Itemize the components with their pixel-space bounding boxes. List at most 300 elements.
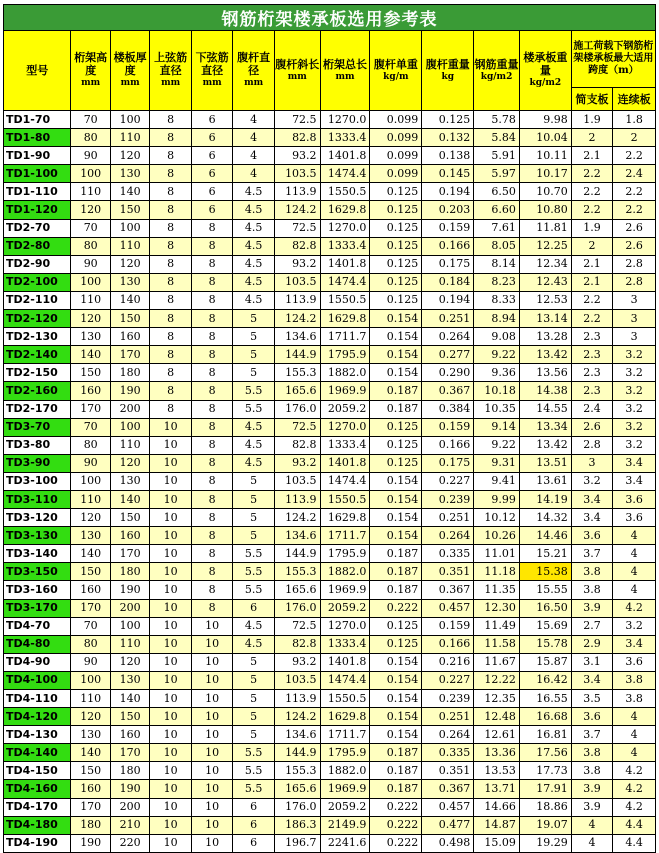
table-row	[4, 472, 656, 490]
cell-model: TD4-180	[4, 816, 71, 834]
cell-rebar-weight: 13.71	[474, 780, 520, 798]
table-row	[4, 147, 656, 165]
cell-web-unit-weight: 0.125	[370, 291, 422, 309]
cell-continuous-span: 3.2	[613, 418, 656, 436]
cell-total-length: 1474.4	[320, 165, 370, 183]
cell-model: TD3-120	[4, 509, 71, 527]
cell-simple-span: 2.2	[571, 183, 613, 201]
cell-web-unit-weight: 0.187	[370, 382, 422, 400]
cell-web-dia: 5	[233, 726, 275, 744]
cell-rebar-weight: 11.58	[474, 635, 520, 653]
cell-truss-height: 70	[71, 617, 110, 635]
cell-truss-height: 140	[71, 545, 110, 563]
cell-bottom-dia: 10	[191, 708, 233, 726]
cell-continuous-span: 3.2	[613, 436, 656, 454]
table-row	[4, 310, 656, 328]
cell-web-dia: 5.5	[233, 780, 275, 798]
table-body	[4, 111, 656, 853]
cell-web-weight: 0.132	[422, 129, 474, 147]
cell-web-length: 103.5	[274, 165, 320, 183]
cell-web-dia: 4	[233, 129, 275, 147]
table-row	[4, 690, 656, 708]
cell-truss-height: 160	[71, 382, 110, 400]
cell-total-length: 2059.2	[320, 400, 370, 418]
header-simple-span: 简支板	[571, 88, 613, 111]
cell-model: TD1-110	[4, 183, 71, 201]
cell-web-unit-weight: 0.222	[370, 798, 422, 816]
cell-slab-weight: 19.29	[519, 834, 571, 852]
cell-continuous-span: 3.4	[613, 472, 656, 490]
cell-web-dia: 4.5	[233, 436, 275, 454]
cell-web-weight: 0.227	[422, 671, 474, 689]
cell-web-weight: 0.277	[422, 346, 474, 364]
cell-web-length: 176.0	[274, 400, 320, 418]
cell-continuous-span: 3.4	[613, 635, 656, 653]
cell-model: TD4-160	[4, 780, 71, 798]
cell-total-length: 1550.5	[320, 690, 370, 708]
cell-model: TD3-110	[4, 490, 71, 508]
cell-rebar-weight: 15.09	[474, 834, 520, 852]
cell-continuous-span: 2.2	[613, 201, 656, 219]
cell-web-weight: 0.251	[422, 708, 474, 726]
cell-truss-height: 100	[71, 472, 110, 490]
cell-rebar-weight: 12.48	[474, 708, 520, 726]
cell-web-dia: 4.5	[233, 219, 275, 237]
cell-web-unit-weight: 0.125	[370, 454, 422, 472]
cell-slab-weight: 15.78	[519, 635, 571, 653]
cell-bottom-dia: 8	[191, 472, 233, 490]
header-slab-thickness: 楼板厚度 mm	[110, 31, 149, 111]
cell-simple-span: 1.9	[571, 219, 613, 237]
cell-web-length: 165.6	[274, 780, 320, 798]
cell-web-weight: 0.264	[422, 527, 474, 545]
cell-slab-thickness: 130	[110, 671, 149, 689]
cell-web-length: 155.3	[274, 364, 320, 382]
cell-truss-height: 190	[71, 834, 110, 852]
cell-web-length: 82.8	[274, 436, 320, 454]
cell-rebar-weight: 11.49	[474, 617, 520, 635]
cell-total-length: 2241.6	[320, 834, 370, 852]
cell-rebar-weight: 10.35	[474, 400, 520, 418]
cell-truss-height: 170	[71, 599, 110, 617]
cell-continuous-span: 2.2	[613, 183, 656, 201]
cell-web-length: 196.7	[274, 834, 320, 852]
cell-simple-span: 3.1	[571, 653, 613, 671]
cell-bottom-dia: 10	[191, 726, 233, 744]
table-row	[4, 798, 656, 816]
cell-total-length: 1474.4	[320, 472, 370, 490]
cell-slab-thickness: 130	[110, 165, 149, 183]
cell-bottom-dia: 8	[191, 581, 233, 599]
cell-truss-height: 100	[71, 273, 110, 291]
cell-slab-weight: 13.42	[519, 346, 571, 364]
cell-slab-weight: 12.43	[519, 273, 571, 291]
table-row	[4, 382, 656, 400]
cell-total-length: 2149.9	[320, 816, 370, 834]
cell-model: TD2-80	[4, 237, 71, 255]
cell-continuous-span: 4	[613, 563, 656, 581]
cell-simple-span: 2.3	[571, 382, 613, 400]
cell-slab-weight: 15.69	[519, 617, 571, 635]
cell-model: TD4-70	[4, 617, 71, 635]
cell-web-weight: 0.367	[422, 780, 474, 798]
cell-continuous-span: 4	[613, 527, 656, 545]
cell-web-unit-weight: 0.154	[370, 708, 422, 726]
cell-truss-height: 80	[71, 129, 110, 147]
cell-bottom-dia: 10	[191, 635, 233, 653]
cell-web-weight: 0.335	[422, 744, 474, 762]
cell-model: TD1-100	[4, 165, 71, 183]
cell-truss-height: 90	[71, 653, 110, 671]
cell-rebar-weight: 13.53	[474, 762, 520, 780]
cell-slab-weight: 14.46	[519, 527, 571, 545]
cell-slab-weight: 15.87	[519, 653, 571, 671]
cell-continuous-span: 2.6	[613, 237, 656, 255]
cell-bottom-dia: 8	[191, 509, 233, 527]
cell-total-length: 1270.0	[320, 111, 370, 129]
cell-top-dia: 8	[150, 183, 192, 201]
cell-web-dia: 6	[233, 599, 275, 617]
cell-truss-height: 140	[71, 744, 110, 762]
cell-model: TD4-130	[4, 726, 71, 744]
cell-web-dia: 5.5	[233, 563, 275, 581]
cell-simple-span: 3.7	[571, 545, 613, 563]
cell-web-dia: 5.5	[233, 400, 275, 418]
cell-top-dia: 8	[150, 129, 192, 147]
cell-web-dia: 5	[233, 671, 275, 689]
cell-bottom-dia: 8	[191, 291, 233, 309]
cell-total-length: 1629.8	[320, 708, 370, 726]
cell-bottom-dia: 8	[191, 599, 233, 617]
cell-web-dia: 4.5	[233, 237, 275, 255]
table-row	[4, 581, 656, 599]
cell-slab-weight: 12.53	[519, 291, 571, 309]
cell-web-dia: 5	[233, 690, 275, 708]
cell-web-length: 93.2	[274, 653, 320, 671]
cell-simple-span: 2.7	[571, 617, 613, 635]
cell-slab-thickness: 190	[110, 780, 149, 798]
cell-truss-height: 110	[71, 490, 110, 508]
cell-web-unit-weight: 0.099	[370, 147, 422, 165]
cell-simple-span: 2.1	[571, 255, 613, 273]
table-row	[4, 635, 656, 653]
cell-web-weight: 0.251	[422, 509, 474, 527]
cell-simple-span: 3.8	[571, 563, 613, 581]
cell-top-dia: 8	[150, 400, 192, 418]
header-top-chord-diameter: 上弦筋直径 mm	[150, 31, 192, 111]
cell-web-unit-weight: 0.154	[370, 310, 422, 328]
cell-slab-thickness: 110	[110, 436, 149, 454]
cell-simple-span: 3.8	[571, 744, 613, 762]
cell-top-dia: 10	[150, 472, 192, 490]
cell-web-unit-weight: 0.125	[370, 183, 422, 201]
cell-web-unit-weight: 0.187	[370, 780, 422, 798]
cell-continuous-span: 3	[613, 328, 656, 346]
table-row	[4, 237, 656, 255]
cell-slab-weight: 13.61	[519, 472, 571, 490]
cell-web-dia: 5.5	[233, 545, 275, 563]
header-continuous-span: 连续板	[613, 88, 656, 111]
cell-total-length: 1401.8	[320, 653, 370, 671]
cell-web-unit-weight: 0.125	[370, 436, 422, 454]
cell-top-dia: 8	[150, 364, 192, 382]
cell-bottom-dia: 8	[191, 273, 233, 291]
cell-total-length: 1333.4	[320, 129, 370, 147]
cell-web-length: 176.0	[274, 599, 320, 617]
cell-rebar-weight: 8.05	[474, 237, 520, 255]
cell-slab-thickness: 140	[110, 183, 149, 201]
table-row	[4, 599, 656, 617]
cell-web-weight: 0.125	[422, 111, 474, 129]
cell-web-dia: 5	[233, 328, 275, 346]
cell-model: TD2-140	[4, 346, 71, 364]
cell-web-unit-weight: 0.125	[370, 418, 422, 436]
cell-bottom-dia: 10	[191, 690, 233, 708]
cell-total-length: 1882.0	[320, 364, 370, 382]
cell-web-dia: 4.5	[233, 635, 275, 653]
cell-total-length: 1333.4	[320, 635, 370, 653]
cell-simple-span: 2	[571, 237, 613, 255]
cell-rebar-weight: 6.60	[474, 201, 520, 219]
cell-web-weight: 0.351	[422, 762, 474, 780]
cell-simple-span: 3.9	[571, 798, 613, 816]
cell-total-length: 1270.0	[320, 219, 370, 237]
cell-slab-weight: 13.56	[519, 364, 571, 382]
cell-web-weight: 0.367	[422, 382, 474, 400]
cell-truss-height: 160	[71, 780, 110, 798]
table-row	[4, 744, 656, 762]
cell-top-dia: 10	[150, 708, 192, 726]
cell-web-length: 144.9	[274, 744, 320, 762]
table-row	[4, 346, 656, 364]
cell-slab-weight: 13.51	[519, 454, 571, 472]
cell-web-length: 82.8	[274, 237, 320, 255]
cell-truss-height: 180	[71, 816, 110, 834]
cell-bottom-dia: 6	[191, 111, 233, 129]
cell-total-length: 1795.9	[320, 346, 370, 364]
cell-continuous-span: 4	[613, 708, 656, 726]
cell-rebar-weight: 12.61	[474, 726, 520, 744]
cell-model: TD3-140	[4, 545, 71, 563]
cell-slab-weight: 12.34	[519, 255, 571, 273]
cell-slab-weight: 14.38	[519, 382, 571, 400]
cell-web-unit-weight: 0.154	[370, 726, 422, 744]
cell-web-unit-weight: 0.125	[370, 201, 422, 219]
cell-web-unit-weight: 0.154	[370, 671, 422, 689]
cell-web-length: 134.6	[274, 328, 320, 346]
cell-web-dia: 5.5	[233, 382, 275, 400]
cell-web-unit-weight: 0.187	[370, 400, 422, 418]
cell-continuous-span: 1.8	[613, 111, 656, 129]
cell-top-dia: 10	[150, 617, 192, 635]
spreadsheet	[3, 4, 656, 853]
cell-bottom-dia: 8	[191, 364, 233, 382]
cell-total-length: 1629.8	[320, 310, 370, 328]
cell-model: TD4-190	[4, 834, 71, 852]
cell-slab-thickness: 150	[110, 509, 149, 527]
cell-truss-height: 120	[71, 509, 110, 527]
cell-continuous-span: 2	[613, 129, 656, 147]
cell-web-weight: 0.239	[422, 490, 474, 508]
cell-simple-span: 1.9	[571, 111, 613, 129]
cell-continuous-span: 4.4	[613, 834, 656, 852]
cell-web-dia: 6	[233, 834, 275, 852]
cell-web-length: 103.5	[274, 472, 320, 490]
cell-bottom-dia: 10	[191, 816, 233, 834]
table-row	[4, 165, 656, 183]
cell-simple-span: 3.9	[571, 599, 613, 617]
cell-simple-span: 2.3	[571, 364, 613, 382]
cell-model: TD4-170	[4, 798, 71, 816]
cell-slab-weight: 10.17	[519, 165, 571, 183]
cell-slab-thickness: 150	[110, 708, 149, 726]
header-web-weight: 腹杆重量 kg	[422, 31, 474, 111]
cell-web-weight: 0.290	[422, 364, 474, 382]
cell-web-unit-weight: 0.187	[370, 762, 422, 780]
cell-total-length: 1270.0	[320, 617, 370, 635]
cell-rebar-weight: 11.01	[474, 545, 520, 563]
cell-rebar-weight: 8.94	[474, 310, 520, 328]
cell-total-length: 1629.8	[320, 509, 370, 527]
cell-web-weight: 0.159	[422, 418, 474, 436]
cell-web-unit-weight: 0.099	[370, 129, 422, 147]
cell-web-unit-weight: 0.154	[370, 364, 422, 382]
cell-rebar-weight: 9.08	[474, 328, 520, 346]
cell-web-length: 93.2	[274, 255, 320, 273]
cell-simple-span: 3.4	[571, 490, 613, 508]
cell-top-dia: 10	[150, 563, 192, 581]
cell-truss-height: 140	[71, 346, 110, 364]
cell-top-dia: 10	[150, 581, 192, 599]
cell-total-length: 1550.5	[320, 490, 370, 508]
cell-web-weight: 0.184	[422, 273, 474, 291]
cell-web-unit-weight: 0.125	[370, 255, 422, 273]
cell-web-weight: 0.203	[422, 201, 474, 219]
cell-bottom-dia: 8	[191, 418, 233, 436]
cell-web-unit-weight: 0.154	[370, 346, 422, 364]
table-row	[4, 726, 656, 744]
cell-top-dia: 10	[150, 834, 192, 852]
cell-simple-span: 3.5	[571, 690, 613, 708]
cell-rebar-weight: 9.22	[474, 346, 520, 364]
cell-top-dia: 8	[150, 273, 192, 291]
cell-web-weight: 0.166	[422, 436, 474, 454]
cell-rebar-weight: 10.26	[474, 527, 520, 545]
cell-web-dia: 4.5	[233, 201, 275, 219]
cell-top-dia: 10	[150, 744, 192, 762]
cell-slab-thickness: 140	[110, 291, 149, 309]
cell-total-length: 1401.8	[320, 454, 370, 472]
cell-total-length: 1550.5	[320, 291, 370, 309]
cell-web-unit-weight: 0.222	[370, 816, 422, 834]
cell-model: TD1-80	[4, 129, 71, 147]
cell-slab-weight: 18.86	[519, 798, 571, 816]
header-model: 型号	[4, 31, 71, 111]
cell-bottom-dia: 8	[191, 454, 233, 472]
cell-rebar-weight: 12.30	[474, 599, 520, 617]
cell-bottom-dia: 8	[191, 545, 233, 563]
cell-web-length: 82.8	[274, 129, 320, 147]
header-truss-height: 桁架高度 mm	[71, 31, 110, 111]
cell-bottom-dia: 8	[191, 237, 233, 255]
cell-model: TD1-90	[4, 147, 71, 165]
cell-slab-thickness: 150	[110, 310, 149, 328]
cell-web-dia: 4	[233, 165, 275, 183]
cell-web-dia: 5.5	[233, 762, 275, 780]
cell-simple-span: 3.7	[571, 726, 613, 744]
cell-rebar-weight: 14.87	[474, 816, 520, 834]
cell-web-weight: 0.498	[422, 834, 474, 852]
cell-continuous-span: 3.2	[613, 400, 656, 418]
table-row	[4, 255, 656, 273]
cell-total-length: 1474.4	[320, 273, 370, 291]
cell-web-weight: 0.159	[422, 617, 474, 635]
cell-bottom-dia: 6	[191, 183, 233, 201]
cell-model: TD2-150	[4, 364, 71, 382]
cell-web-length: 93.2	[274, 454, 320, 472]
cell-model: TD4-150	[4, 762, 71, 780]
cell-web-weight: 0.384	[422, 400, 474, 418]
cell-truss-height: 130	[71, 527, 110, 545]
cell-web-weight: 0.457	[422, 798, 474, 816]
cell-continuous-span: 4.2	[613, 762, 656, 780]
cell-web-dia: 4.5	[233, 183, 275, 201]
cell-rebar-weight: 11.35	[474, 581, 520, 599]
cell-web-unit-weight: 0.187	[370, 744, 422, 762]
header-web-diameter: 腹杆直径 mm	[233, 31, 275, 111]
cell-bottom-dia: 8	[191, 490, 233, 508]
cell-slab-thickness: 190	[110, 581, 149, 599]
cell-model: TD2-170	[4, 400, 71, 418]
cell-top-dia: 8	[150, 310, 192, 328]
cell-web-weight: 0.166	[422, 635, 474, 653]
cell-rebar-weight: 13.36	[474, 744, 520, 762]
cell-simple-span: 2.1	[571, 147, 613, 165]
cell-web-length: 155.3	[274, 563, 320, 581]
cell-web-length: 124.2	[274, 509, 320, 527]
cell-simple-span: 4	[571, 816, 613, 834]
table-row	[4, 490, 656, 508]
cell-rebar-weight: 6.50	[474, 183, 520, 201]
table-title: 钢筋桁架楼承板选用参考表	[4, 5, 656, 31]
cell-continuous-span: 4	[613, 726, 656, 744]
table-row	[4, 328, 656, 346]
cell-web-weight: 0.159	[422, 219, 474, 237]
cell-simple-span: 2.6	[571, 418, 613, 436]
cell-web-dia: 5	[233, 346, 275, 364]
cell-web-length: 72.5	[274, 219, 320, 237]
cell-rebar-weight: 9.41	[474, 472, 520, 490]
cell-web-weight: 0.227	[422, 472, 474, 490]
cell-top-dia: 8	[150, 165, 192, 183]
cell-truss-height: 90	[71, 454, 110, 472]
cell-top-dia: 10	[150, 418, 192, 436]
cell-continuous-span: 4.4	[613, 816, 656, 834]
cell-web-length: 72.5	[274, 617, 320, 635]
cell-web-unit-weight: 0.154	[370, 472, 422, 490]
cell-web-length: 165.6	[274, 581, 320, 599]
cell-total-length: 1550.5	[320, 183, 370, 201]
cell-web-weight: 0.194	[422, 291, 474, 309]
cell-web-dia: 6	[233, 798, 275, 816]
cell-web-length: 103.5	[274, 273, 320, 291]
cell-total-length: 1969.9	[320, 581, 370, 599]
cell-slab-weight: 16.68	[519, 708, 571, 726]
cell-continuous-span: 2.6	[613, 219, 656, 237]
cell-truss-height: 70	[71, 219, 110, 237]
cell-model: TD2-130	[4, 328, 71, 346]
cell-web-unit-weight: 0.154	[370, 509, 422, 527]
